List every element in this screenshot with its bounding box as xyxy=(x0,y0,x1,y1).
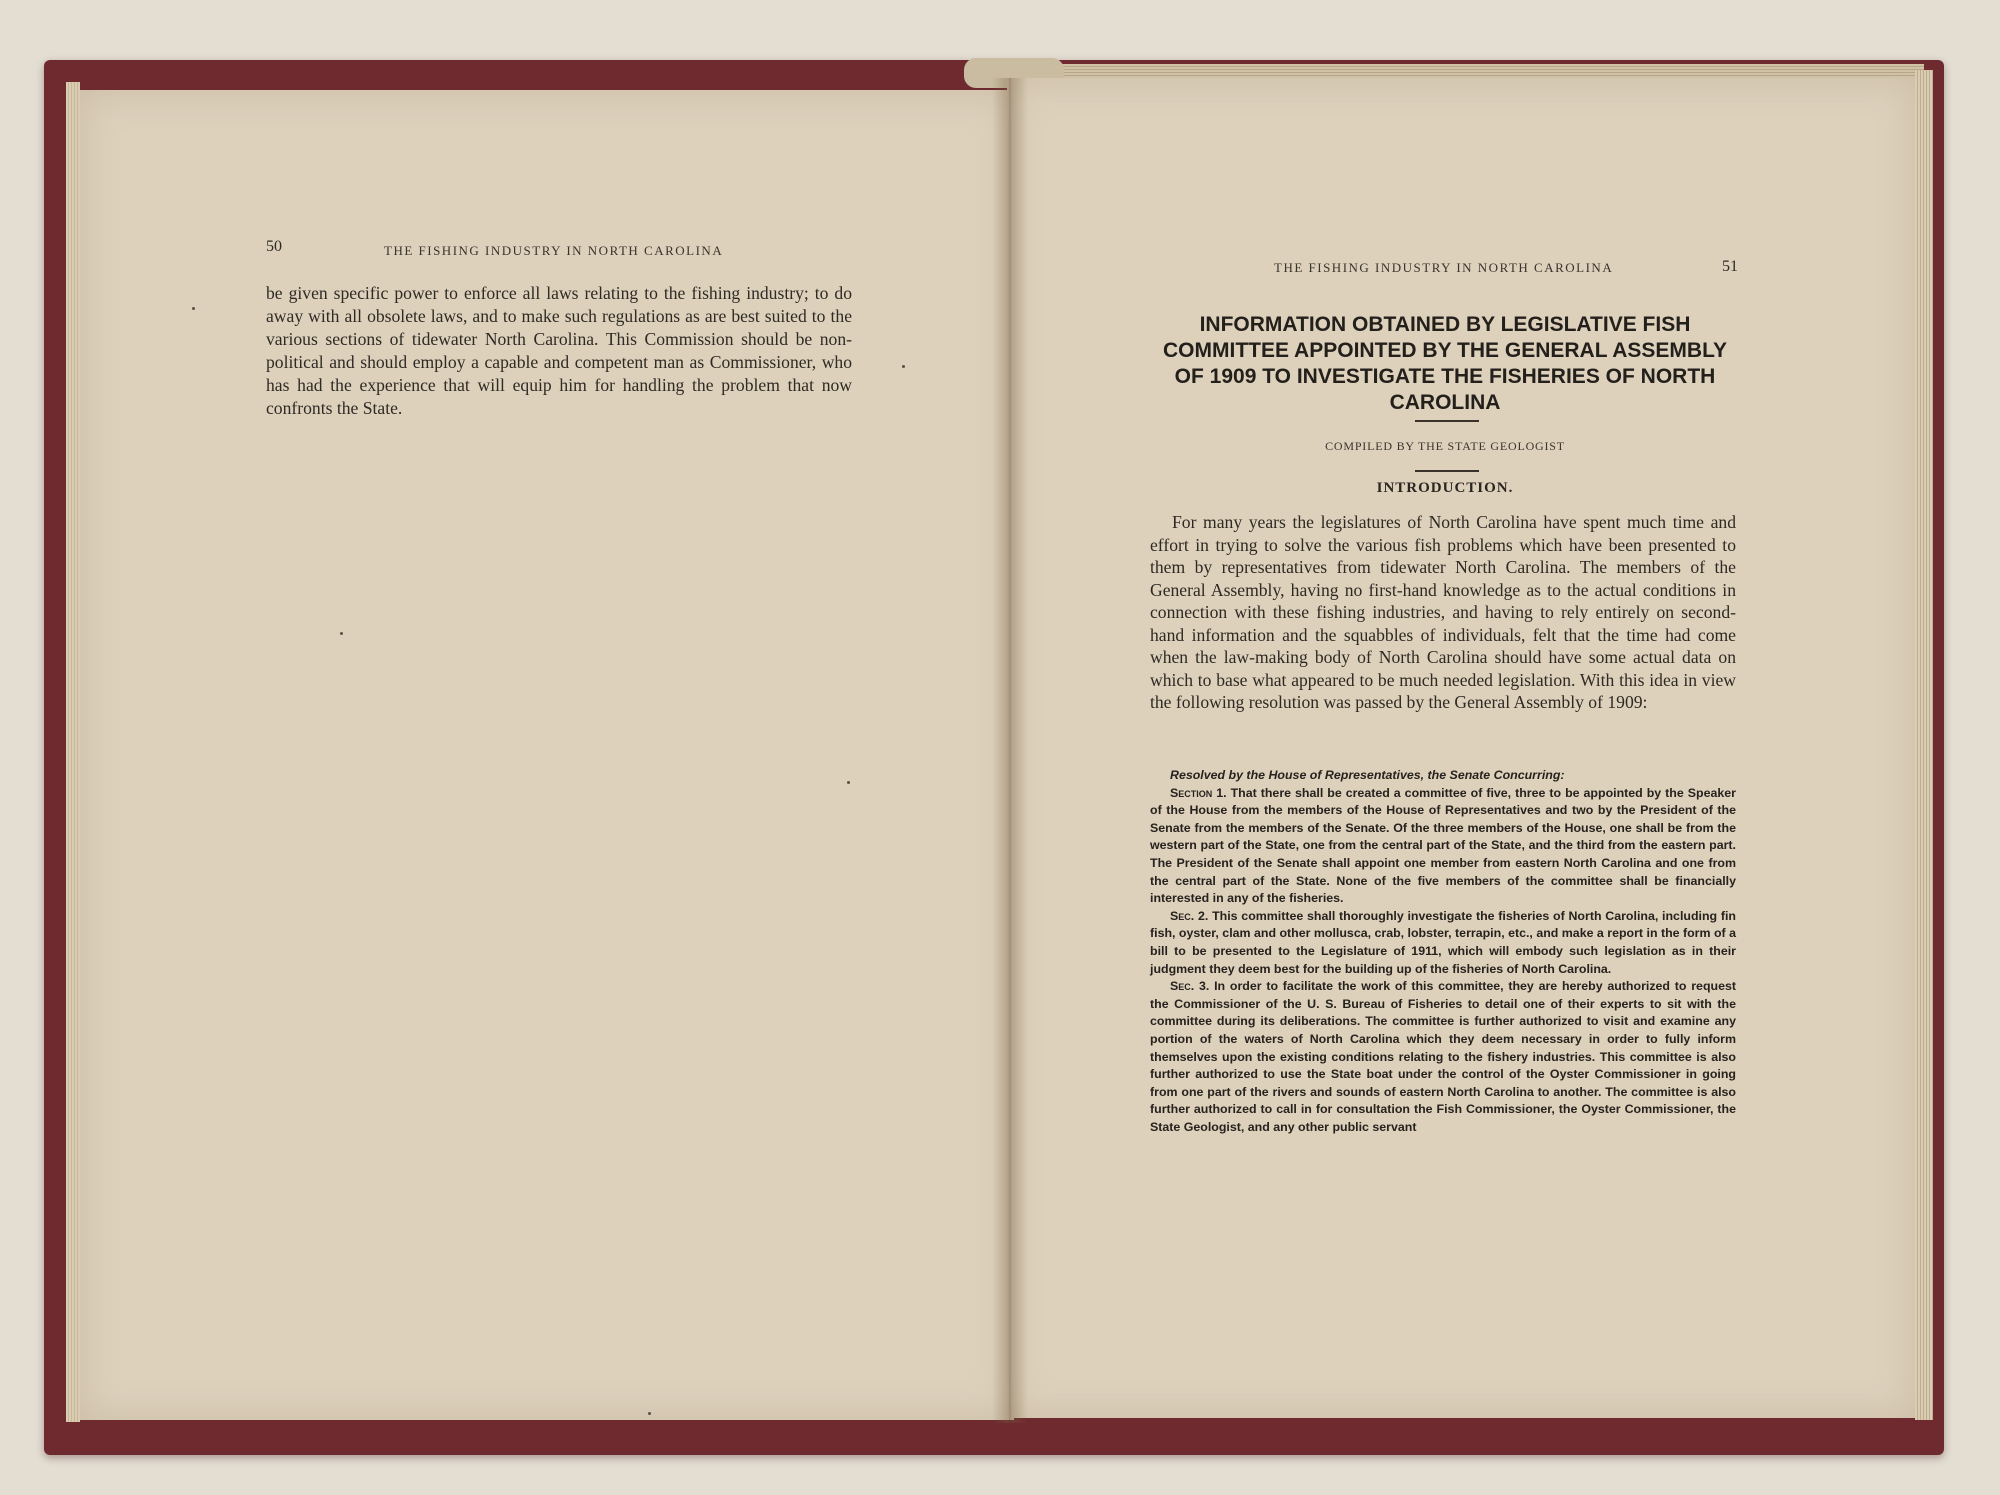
section-2-label: Sec. 2. xyxy=(1170,908,1209,923)
article-title: INFORMATION OBTAINED BY LEGISLATIVE FISH COMMITTEE APPOINTED BY THE GENERAL ASSEMBLY OF 1909 TO INVESTIGATE THE FISHERIES OF NORTH CAROLINA xyxy=(1163,313,1727,414)
left-page-number: 50 xyxy=(266,238,282,255)
paper-speck xyxy=(648,1412,651,1415)
title-rule xyxy=(1415,420,1479,422)
section-2 xyxy=(1150,908,1736,978)
book-cover xyxy=(44,60,1944,1455)
section-3-label: Sec. 3. xyxy=(1170,979,1210,994)
compiled-rule xyxy=(1415,470,1479,472)
paper-speck xyxy=(340,632,343,635)
section-3 xyxy=(1150,978,1736,1136)
page-edges-right xyxy=(1915,70,1933,1420)
section-1-label: Section 1. xyxy=(1170,785,1227,800)
compiled-by: COMPILED BY THE STATE GEOLOGIST xyxy=(1325,439,1565,453)
page-edges-left xyxy=(66,82,80,1422)
paper-speck xyxy=(192,307,195,310)
section-2-text: This committee shall thoroughly investigate the fisheries of North Carolina, including fin fish, oyster, clam and other mollusca, crab, lobster, terrapin, etc., and make a report in the form of a bill to be presented to the Legislature of 1911, which will embody such legislation as in their judgment they deem best for the building up of the fisheries of North Carolina. xyxy=(1150,908,1736,976)
section-heading: INTRODUCTION. xyxy=(1376,480,1514,496)
section-3-text: In order to facilitate the work of this committee, they are hereby authorized to request the Commissioner of the U. S. Bureau of Fisheries to detail one of their experts to sit with the committee during its deliberations. The committee is further authorized to visit and examine any portion of the waters of North Carolina which they deem necessary in order to fully inform themselves upon the existing conditions relating to the fishery industries. This committee is also further authorized to use the State boat under the control of the Oyster Commissioner in going from one part of the rivers and sounds of eastern North Carolina to another. The committee is also further authorized to call in for consultation the Fish Commissioner, the Oyster Commissioner, the State Geologist, and any other public servant xyxy=(1150,979,1736,1134)
section-1 xyxy=(1150,785,1736,908)
resolution-text xyxy=(1150,767,1736,1136)
section-1-text: That there shall be created a committee of five, three to be appointed by the Speaker of the House from the members of the House of Representatives and two by the President of the Senate from the members of the Senate. Of the three members of the House, one shall be from the western part of the State, one from the central part of the State, and the third from the eastern part. The President of the Senate shall appoint one member from eastern North Carolina and one from the central part of the State. None of the five members of the committee shall be financially interested in any of the fisheries. xyxy=(1150,785,1736,906)
left-running-head: THE FISHING INDUSTRY IN NORTH CAROLINA xyxy=(384,243,724,258)
book-gutter xyxy=(992,78,1028,1423)
resolved-line: Resolved by the House of Representatives, the Senate Concurring: xyxy=(1170,768,1565,782)
left-body-text: be given specific power to enforce all laws relating to the fishing industry; to do away with all obsolete laws, and to make such regulations as are best suited to the various sections of tidewater North Carolina. This Commission should be non-political and should employ a capable and competent man as Commissioner, who has had the experience that will equip him for handling the problem that now confronts the State. xyxy=(266,283,852,418)
right-page xyxy=(1007,78,1915,1418)
paper-speck xyxy=(847,781,850,784)
paper-speck xyxy=(902,365,905,368)
right-running-head: THE FISHING INDUSTRY IN NORTH CAROLINA xyxy=(1274,260,1614,275)
intro-paragraph: For many years the legislatures of North Carolina have spent much time and effort in trying to solve the various fish problems which have been presented to them by representatives from tidewater North Carolina. The members of the General Assembly, having no first-hand knowledge as to the actual conditions in connection with these fishing industries, and having to rely entirely on second-hand information and the squabbles of individuals, felt that the time had come when the law-making body of North Carolina should have some actual data on which to base what appeared to be much needed legislation. With this idea in view the following resolution was passed by the General Assembly of 1909: xyxy=(1150,512,1736,712)
right-page-number: 51 xyxy=(1722,258,1738,275)
